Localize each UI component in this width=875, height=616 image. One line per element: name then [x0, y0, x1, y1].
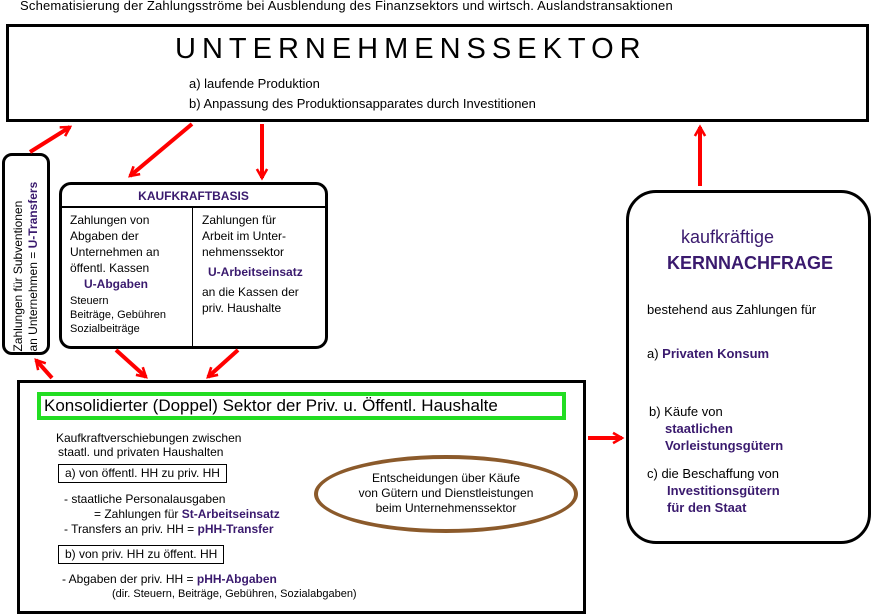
haushalte-a-line3-prefix: - Transfers an priv. HH =	[64, 522, 198, 536]
haushalte-b-label: b) von priv. HH zu öffent. HH	[58, 545, 224, 564]
kkb-left-line: Abgaben der	[70, 229, 139, 243]
arrow-utransfer-to-u	[30, 127, 70, 152]
kkb-right-line: nehmenssektor	[202, 245, 285, 259]
haushalte-intro2: staatl. und privaten Haushalten	[58, 445, 224, 459]
kernnachfrage-c-prefix: c) die Beschaffung von	[647, 466, 780, 481]
u-transfers-label: U-Transfers	[26, 181, 40, 249]
arrow-kkb-right-to-hh	[208, 350, 238, 377]
kkb-right-line: Zahlungen für	[202, 213, 277, 227]
haushalte-title: Konsolidierter (Doppel) Sektor der Priv. u. Öffentl. Haushalte	[37, 392, 566, 420]
haushalte-a-line2-prefix: = Zahlungen für	[94, 507, 182, 521]
kkb-right-sub: an die Kassen der	[202, 285, 299, 299]
u-arbeitseinsatz-label: U-Arbeitseinsatz	[208, 265, 303, 279]
haushalte-a-line1: - staatliche Personalausgaben	[64, 492, 226, 506]
kkb-left-line: öffentl. Kassen	[70, 261, 150, 275]
kernnachfrage-line1: kaufkräftige	[681, 227, 775, 247]
ellipse-line: Entscheidungen über Käufe	[371, 471, 521, 485]
kkb-left-sub: Sozialbeiträge	[70, 323, 140, 335]
u-abgaben-label: U-Abgaben	[84, 277, 148, 291]
kkb-left-sub: Steuern	[70, 295, 109, 307]
arrow-u-to-kkb-left	[130, 124, 192, 176]
staatlichen-label: staatlichen	[665, 421, 733, 436]
phh-abgaben-label: pHH-Abgaben	[196, 572, 277, 586]
kkb-right-sub: priv. Haushalte	[202, 301, 282, 315]
kkb-left-line: Unternehmen an	[70, 245, 160, 259]
haushalte-b-line1-prefix: - Abgaben der priv. HH =	[62, 572, 197, 586]
kernnachfrage-b-prefix: b) Käufe von	[649, 404, 723, 419]
privaten-konsum-label: Privaten Konsum	[662, 346, 770, 361]
haushalte-intro1: Kaufkraftverschiebungen zwischen	[56, 431, 242, 445]
kernnachfrage-title: KERNNACHFRAGE	[667, 253, 833, 273]
kaufkraftbasis-header: KAUFKRAFTBASIS	[138, 189, 249, 203]
fuer-den-staat-label: für den Staat	[667, 500, 747, 515]
kkb-left-sub: Beiträge, Gebühren	[70, 309, 167, 321]
phh-transfer-label: pHH-Transfer	[197, 522, 274, 536]
u-transfers-line2-prefix: an Unternehmen =	[26, 248, 40, 352]
st-arbeitseinsatz-label: St-Arbeitseinsatz	[181, 507, 280, 521]
ellipse-line: beim Unternehmenssektor	[375, 501, 517, 515]
unternehmenssektor-title: UNTERNEHMENSSEKTOR	[175, 33, 647, 65]
diagram-title: Schematisierung der Zahlungsströme bei Ausblendung des Finanzsektors und wirtsch. Auslandstransaktionen	[20, 0, 673, 13]
haushalte-a-label: a) von öffentl. HH zu priv. HH	[58, 464, 227, 483]
u-transfers-line1: Zahlungen für Subventionen	[11, 200, 25, 352]
unternehmenssektor-line-a: a) laufende Produktion	[189, 76, 320, 91]
kernnachfrage-a-prefix: a)	[647, 346, 663, 361]
arrow-kkb-left-to-hh	[116, 350, 146, 377]
kkb-left-line: Zahlungen von	[70, 213, 150, 227]
unternehmenssektor-line-b: b) Anpassung des Produktionsapparates durch Investitionen	[189, 96, 536, 111]
arrow-hh-to-utransfer	[36, 360, 52, 378]
kernnachfrage-intro: bestehend aus Zahlungen für	[647, 302, 817, 317]
investitionsgueter-label: Investitionsgütern	[667, 483, 780, 498]
kkb-right-line: Arbeit im Unter-	[202, 229, 287, 243]
ellipse-line: von Gütern und Dienstleistungen	[358, 486, 534, 500]
haushalte-b-line2: (dir. Steuern, Beiträge, Gebühren, Sozialabgaben)	[112, 588, 357, 600]
vorleistungsgueter-label: Vorleistungsgütern	[665, 438, 784, 453]
